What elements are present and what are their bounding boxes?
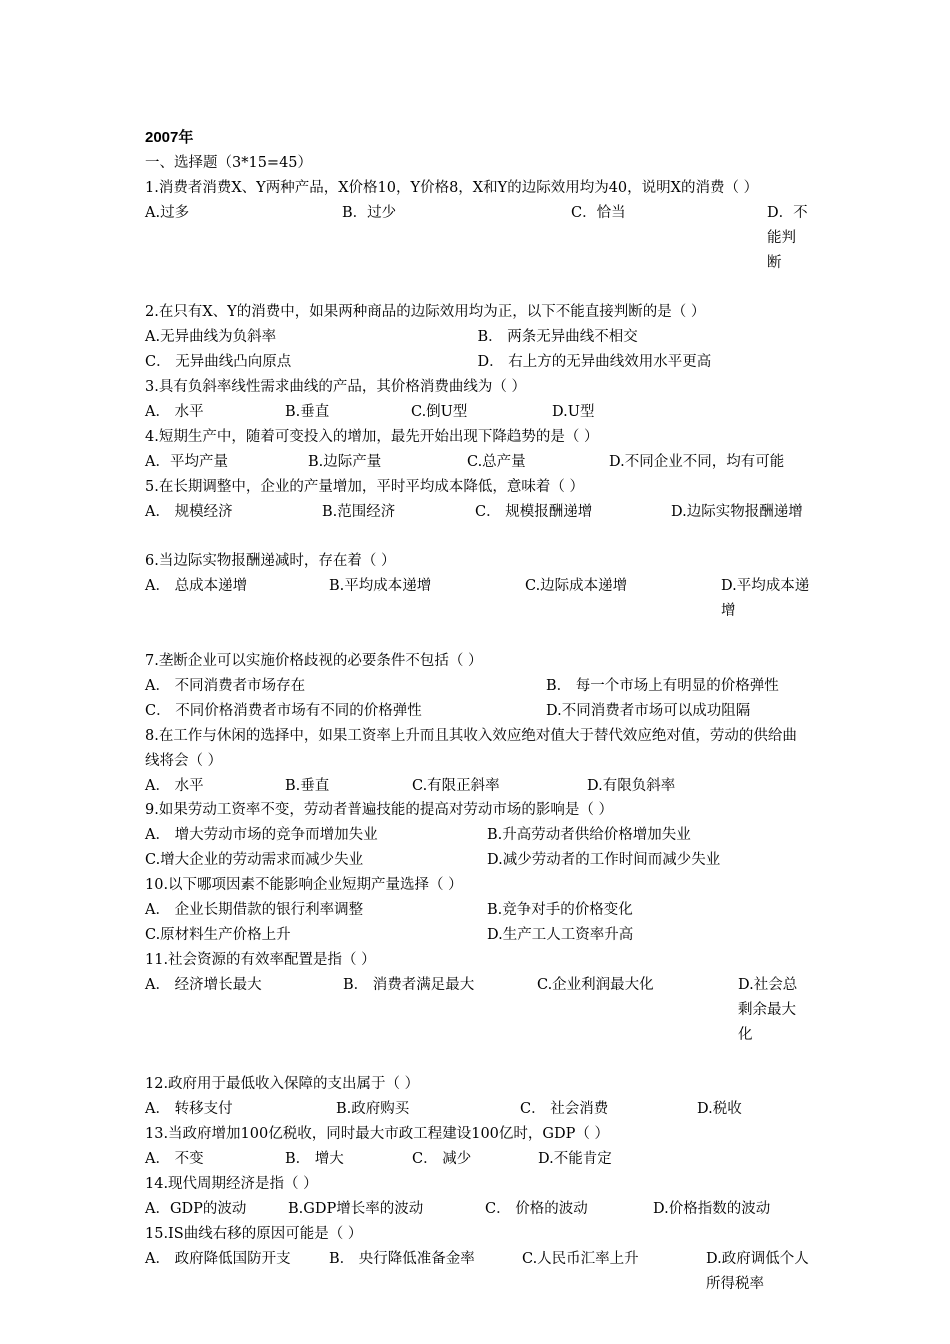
option: D.价格指数的波动 (653, 1200, 771, 1217)
question-3: 3.具有负斜率线性需求曲线的产品，其价格消费曲线为（ ） (145, 379, 526, 396)
question-1: 1.消费者消费X、Y两种产品，X价格10，Y价格8，X和Y的边际效用均为40，说明X的消费（ ） (145, 179, 759, 196)
option: C.有限正斜率 (412, 777, 500, 794)
option: A． 总成本递增 (145, 578, 248, 595)
question-2: 2.在只有X、Y的消费中，如果两种商品的边际效用均为正，以下不能直接判断的是（ ） (145, 304, 706, 321)
option: C.总产量 (467, 453, 526, 470)
question-6: 6.当边际实物报酬递减时，存在着（ ） (145, 553, 396, 570)
question-9: 9.如果劳动工资率不变，劳动者普遍技能的提高对劳动市场的影响是（ ） (145, 802, 613, 819)
option: A．平均产量 (145, 453, 228, 470)
question-10: 10.以下哪项因素不能影响企业短期产量选择（ ） (145, 877, 463, 894)
question-4: 4.短期生产中，随着可变投入的增加，最先开始出现下降趋势的是（ ） (145, 428, 599, 445)
option: B.GDP增长率的波动 (288, 1200, 424, 1217)
question-8-options (145, 774, 810, 799)
question-8: 8.在工作与休闲的选择中，如果工资率上升而且其收入效应绝对值大于替代效应绝对值，劳动的供给曲线将会（ ） (145, 727, 797, 769)
option: D.不同企业不同，均有可能 (609, 453, 785, 470)
option: C． 价格的波动 (485, 1200, 588, 1217)
question-13-options (145, 1147, 810, 1172)
question-1-options (145, 201, 810, 276)
question-7-options (145, 674, 810, 724)
question-5: 5.在长期调整中，企业的产量增加，平时平均成本降低，意味着（ ） (145, 478, 584, 495)
option: D.边际实物报酬递增 (671, 503, 803, 520)
option: B.边际产量 (308, 453, 382, 470)
option: D.U型 (552, 403, 595, 420)
question-11-options (145, 973, 810, 1048)
question-6-options (145, 574, 810, 624)
option: D.税收 (697, 1101, 742, 1118)
section-heading: 一、选择题（3*15=45） (145, 154, 313, 171)
option: B.升高劳动者供给价格增加失业 (487, 827, 691, 844)
option: D.有限负斜率 (587, 777, 676, 794)
option: B． 增大 (285, 1151, 344, 1168)
year-heading: 2007年 (145, 129, 194, 146)
option: C.增大企业的劳动需求而减少失业 (145, 852, 364, 869)
option: D.平均成本递增 (721, 578, 810, 620)
option: C．恰当 (571, 204, 626, 221)
question-12: 12.政府用于最低收入保障的支出属于（ ） (145, 1076, 420, 1093)
option: D.生产工人工资率升高 (487, 926, 634, 943)
question-12-options (145, 1097, 810, 1122)
question-14-options (145, 1197, 810, 1222)
option: D． 右上方的无异曲线效用水平更高 (477, 354, 712, 371)
option: B.垂直 (285, 403, 330, 420)
option: B． 两条无异曲线不相交 (477, 329, 638, 346)
question-2-options (145, 325, 810, 375)
option: A． 规模经济 (145, 503, 233, 520)
option: C． 减少 (412, 1151, 472, 1168)
question-15: 15.IS曲线右移的原因可能是（ ） (145, 1225, 363, 1242)
option: B． 央行降低准备金率 (329, 1250, 475, 1267)
option: A． 企业长期借款的银行利率调整 (145, 902, 364, 919)
option: D.不同消费者市场可以成功阻隔 (546, 702, 751, 719)
option: B． 消费者满足最大 (343, 976, 475, 993)
option: C． 社会消费 (520, 1101, 609, 1118)
option: A． 水平 (145, 777, 204, 794)
option: C． 不同价格消费者市场有不同的价格弹性 (145, 702, 422, 719)
question-7: 7.垄断企业可以实施价格歧视的必要条件不包括（ ） (145, 652, 483, 669)
option: C.边际成本递增 (525, 578, 628, 595)
option: D．不能判断 (767, 204, 808, 271)
question-9-options (145, 823, 810, 873)
option: A． 经济增长最大 (145, 976, 262, 993)
option: C.原材料生产价格上升 (145, 926, 291, 943)
question-15-options (145, 1247, 810, 1297)
option: A． 水平 (145, 403, 204, 420)
option: B.政府购买 (336, 1101, 410, 1118)
option: C.人民币汇率上升 (522, 1250, 639, 1267)
option: D.减少劳动者的工作时间而减少失业 (487, 852, 721, 869)
option: B．过少 (342, 204, 397, 221)
question-14: 14.现代周期经济是指（ ） (145, 1176, 318, 1192)
option: C.企业利润最大化 (537, 976, 654, 993)
option: C． 规模报酬递增 (475, 503, 593, 520)
option: A． 增大劳动市场的竞争而增加失业 (145, 827, 378, 844)
question-11: 11.社会资源的有效率配置是指（ ） (145, 951, 376, 968)
option: A.过多 (145, 204, 190, 221)
option: D.政府调低个人所得税率 (706, 1250, 809, 1292)
option: A．GDP的波动 (145, 1200, 247, 1217)
option: B.垂直 (285, 777, 330, 794)
option: B.范围经济 (322, 503, 396, 520)
question-10-options (145, 898, 810, 948)
option: A． 政府降低国防开支 (145, 1250, 291, 1267)
option: A． 不同消费者市场存在 (145, 677, 306, 694)
question-4-options (145, 450, 810, 475)
option: A． 转移支付 (145, 1101, 233, 1118)
option: C.倒U型 (411, 403, 468, 420)
option: C． 无异曲线凸向原点 (145, 354, 292, 371)
option: D.社会总剩余最大化 (738, 976, 798, 1043)
option: A.无异曲线为负斜率 (145, 329, 277, 346)
option: B． 每一个市场上有明显的价格弹性 (546, 677, 779, 694)
option: A． 不变 (145, 1151, 204, 1168)
exam-document (145, 126, 810, 1297)
question-13: 13.当政府增加100亿税收，同时最大市政工程建设100亿时，GDP（ ） (145, 1126, 609, 1143)
question-3-options (145, 400, 810, 425)
question-5-options (145, 500, 810, 525)
option: D.不能肯定 (538, 1151, 612, 1168)
option: B.平均成本递增 (329, 578, 432, 595)
option: B.竞争对手的价格变化 (487, 902, 633, 919)
